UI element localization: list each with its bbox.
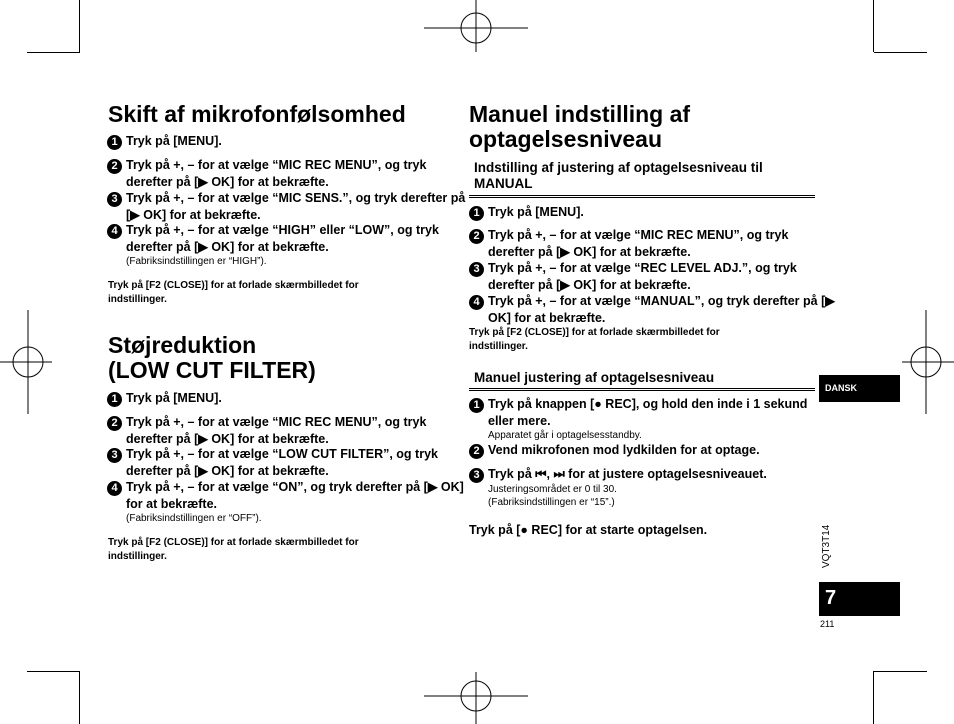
chapter-tab [819,582,900,616]
step-number-icon: 4 [469,295,484,310]
chapter-number: 7 [825,587,837,609]
step [107,222,474,268]
step-text: Tryk på +, – for at vælge “MIC REC MENU”, og tryk derefter på [▶ OK] for at bekræfte. [126,415,427,446]
step-text: Tryk på [MENU]. [126,134,222,148]
step-text: Tryk på +, – for at vælge “MIC SENS.”, og tryk derefter på [▶ OK] for at bekræfte. [126,191,466,222]
step-number-icon: 4 [107,224,122,239]
step-text: Tryk på +, – for at vælge “MIC REC MENU”, og tryk derefter på [▶ OK] for at bekræfte. [126,158,427,189]
step-text: Tryk på knappen [● REC], og hold den inde i 1 sekund eller mere. [488,397,808,428]
language-tab [819,375,900,402]
step-number-icon: 2 [107,159,122,174]
step-text: Vend mikrofonen mod lydkilden for at optage. [488,443,760,457]
document-code: VQT3T14 [821,524,832,568]
subsection-rule [469,388,815,391]
step [469,466,833,509]
step-number-icon: 3 [469,468,484,483]
step [469,396,818,442]
step-number-icon: 4 [107,481,122,496]
step [107,414,471,447]
subsection-rule [469,195,815,198]
step-note: (Fabriksindstillingen er “OFF”). [126,513,262,524]
step-number-icon: 1 [107,135,122,150]
language-label: DANSK [825,383,858,393]
step-number-icon: 1 [469,206,484,221]
step-number-icon: 2 [107,416,122,431]
footer-note: Tryk på [F2 (CLOSE)] for at forlade skærmbilledet for indstillinger. [108,537,359,562]
step-number-icon: 3 [469,262,484,277]
step [469,442,833,459]
footer-note: Tryk på [F2 (CLOSE)] for at forlade skærmbilledet for indstillinger. [108,280,359,305]
step [469,204,833,221]
step-text: Tryk på [MENU]. [488,205,584,219]
step-text: Tryk på +, – for at vælge “LOW CUT FILTER”, og tryk derefter på [▶ OK] for at bekræfte. [126,447,438,478]
footer-note: Tryk på [F2 (CLOSE)] for at forlade skærmbilledet for indstillinger. [469,327,720,352]
step-number-icon: 3 [107,448,122,463]
step [107,157,471,190]
registration-mark-bottom [420,664,532,724]
step-text: Tryk på +, – for at vælge “MANUAL”, og tryk derefter på [▶ OK] for at bekræfte. [488,294,835,325]
step [107,390,471,407]
step-number-icon: 2 [469,444,484,459]
section-title: Manuel indstilling af optagelsesniveau [469,101,691,152]
step-number-icon: 2 [469,229,484,244]
section-title: Støjreduktion (LOW CUT FILTER) [108,332,316,383]
subsection-title: Indstilling af justering af optagelsesniveau til MANUAL [474,160,763,191]
step-text: Tryk på +, – for at vælge “ON”, og tryk derefter på [▶ OK] for at bekræfte. [126,480,464,511]
step-text: Tryk på +, – for at vælge “MIC REC MENU”, og tryk derefter på [▶ OK] for at bekræfte. [488,228,789,259]
subsection-title: Manuel justering af optagelsesniveau [474,370,715,385]
step-text: Tryk på [MENU]. [126,391,222,405]
step-number-icon: 1 [107,392,122,407]
step-note: (Fabriksindstillingen er “HIGH”). [126,256,267,267]
step-text: Tryk på +, – for at vælge “REC LEVEL ADJ.”, og tryk derefter på [▶ OK] for at bekræfte. [488,261,797,292]
step [107,133,471,150]
step-note: Apparatet går i optagelsesstandby. [488,430,642,441]
step-number-icon: 1 [469,398,484,413]
registration-mark-left [0,306,60,418]
final-instruction: Tryk på [● REC] for at starte optagelsen. [469,523,708,537]
step-note: Justeringsområdet er 0 til 30. (Fabriksindstillingen er “15”.) [488,483,617,508]
section-title: Skift af mikrofonfølsomhed [108,101,406,127]
step-number-icon: 3 [107,192,122,207]
registration-mark-top [420,0,532,60]
step [469,227,833,260]
step [107,190,471,223]
step [107,479,471,525]
step-text: Tryk på +, – for at vælge “HIGH” eller “LOW”, og tryk derefter på [▶ OK] for at bekræfte. [126,223,439,254]
step [107,446,474,479]
step-text: Tryk på ⏮, ⏭ for at justere optagelsesniveauet. [488,467,767,481]
page-number: 211 [820,619,835,629]
step [469,260,833,293]
registration-mark-right [894,306,954,418]
step [469,293,838,326]
